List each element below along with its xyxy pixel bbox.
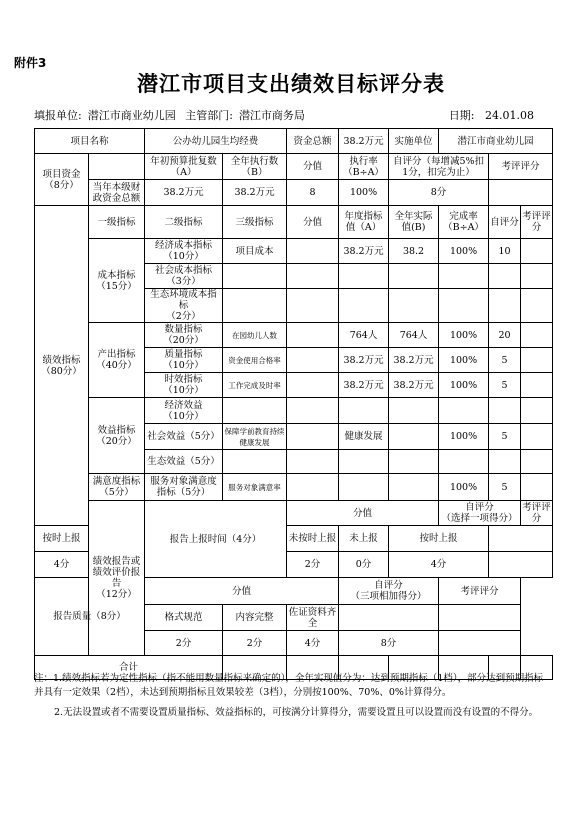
- none-label: 未上报: [339, 526, 389, 552]
- ben-econ: 经济效益 （10分）: [145, 398, 223, 424]
- output-label: 产出指标 （40分）: [89, 323, 145, 398]
- cost-label: 成本指标 （15分）: [89, 239, 145, 323]
- out-quality-self: 5: [489, 348, 521, 373]
- format-score: 2分: [145, 631, 223, 656]
- current-funds-label: 当年本级财政资金总额: [89, 180, 145, 206]
- self-score2: 8分: [339, 631, 439, 656]
- report-self-label2: 自评分 （三项相加得分）: [339, 578, 439, 605]
- exec-header: 全年执行数 （B）: [223, 154, 287, 180]
- report-self-label: 自评分 （选择一项得分）: [439, 501, 521, 526]
- cost-rate: 100%: [439, 239, 489, 264]
- docs-score: 4分: [287, 631, 339, 656]
- content-label: 内容完整: [223, 605, 287, 631]
- note-1: 注：1.绩效指标若为定性指标（指不能用数量指标来确定的），全年实现值分为：达到预期指标（1档），部分达到预期指标并具有一定效果（2档），未达到预期指标且效果较差（3档），分别按100%、70%、0%计算得分。: [34, 673, 544, 698]
- perf-self-header: 自评分: [489, 206, 521, 239]
- cost-self: 10: [489, 239, 521, 264]
- date-value: 24.01.08: [485, 109, 534, 122]
- ben-social-item: 保障学前教育持续健康发展: [223, 424, 287, 450]
- cost-eco: 生态环境成本指标 （2分）: [145, 289, 223, 323]
- out-quality-rate: 100%: [439, 348, 489, 373]
- table-row: [35, 501, 553, 526]
- dept-label: 主管部门:: [185, 109, 233, 122]
- notes: [34, 672, 552, 726]
- table-row: [35, 180, 553, 206]
- report-date: [449, 107, 534, 123]
- budget-value: 38.2万元: [145, 180, 223, 206]
- report-score-label: 分值: [287, 501, 439, 526]
- out-time-item: 工作完成及时率: [223, 373, 287, 398]
- out-quality-actual: 38.2万元: [389, 348, 439, 373]
- unit-value: 潜江市商业幼儿园: [87, 109, 176, 122]
- budget-header: 年初预算批复数 （A）: [145, 154, 223, 180]
- report-review-label: 考评评分: [522, 502, 551, 524]
- total-funds: 38.2万元: [339, 129, 389, 154]
- ben-social: 社会效益（5分）: [145, 424, 223, 450]
- out-qty-target: 764人: [339, 323, 389, 348]
- note-2: 2.无法设置或者不需要设置质量指标、效益指标的，可按满分计算得分，需要设置且可以设置而没有设置的不得分。: [54, 707, 539, 718]
- ontime-label: 按时上报: [35, 526, 89, 552]
- table-row: [35, 398, 553, 424]
- out-time-actual: 38.2万元: [389, 373, 439, 398]
- funds-self-score: 8分: [389, 180, 489, 206]
- cost-target: 38.2万元: [339, 239, 389, 264]
- rate-header: 执行率 （B÷A）: [339, 154, 389, 180]
- l3-header: 三级指标: [223, 206, 287, 239]
- review-header: 考评评分: [489, 154, 553, 180]
- out-time: 时效指标 （10分）: [145, 373, 223, 398]
- score-header: 分值: [287, 154, 339, 180]
- content-score: 2分: [223, 631, 287, 656]
- score-table: [34, 128, 553, 680]
- ben-social-rate: 100%: [439, 424, 489, 450]
- total-funds-label: 资金总额: [287, 129, 339, 154]
- dept-value: 潜江市商务局: [238, 109, 305, 122]
- table-row: [35, 239, 553, 264]
- self-score-header: 自评分（每增减5%扣1分，扣完为止）: [389, 154, 489, 180]
- l1-header: 一级指标: [89, 206, 145, 239]
- funds-label: 项目资金 （8分）: [35, 154, 89, 206]
- exec-value: 38.2万元: [223, 180, 287, 206]
- attachment-label: 附件3: [14, 56, 47, 70]
- table-row: [35, 323, 553, 348]
- docs-label: 佐证资料齐全: [287, 605, 339, 631]
- self-item1: 按时上报: [389, 526, 489, 552]
- table-row: [35, 129, 553, 154]
- cost-item: 项目成本: [223, 239, 287, 264]
- sat-sub: 服务对象满意度指标（5分）: [145, 474, 223, 501]
- perf-review-header: 考评评分: [521, 206, 553, 239]
- out-time-rate: 100%: [439, 373, 489, 398]
- ontime-score: 4分: [35, 552, 89, 578]
- perf-label: 绩效指标 （80分）: [35, 206, 89, 526]
- out-time-self: 5: [489, 373, 521, 398]
- none-score: 0分: [339, 552, 389, 578]
- impl-unit: 潜江市商业幼儿园: [439, 129, 553, 154]
- table-row: [35, 474, 553, 501]
- target-header: 年度指标值（A）: [339, 206, 389, 239]
- late-score: 2分: [287, 552, 339, 578]
- benefit-label: 效益指标 （20分）: [89, 398, 145, 474]
- cost-actual: 38.2: [389, 239, 439, 264]
- report-label: 绩效报告或绩效评价报告 （12分）: [89, 501, 145, 656]
- total-label: 合计: [35, 656, 223, 680]
- out-quality-item: 资金使用合格率: [223, 348, 287, 373]
- ben-eco: 生态效益（5分）: [145, 450, 223, 474]
- report-info: [34, 107, 311, 123]
- table-row: [35, 206, 553, 239]
- cost-econ: 经济成本指标 （10分）: [145, 239, 223, 264]
- ben-social-self: 5: [489, 424, 521, 450]
- actual-header: 全年实际值(B): [389, 206, 439, 239]
- report-time-label: 报告上报时间（4分）: [145, 501, 287, 578]
- report-review-label2: 考评评分: [439, 578, 521, 605]
- impl-unit-label: 实施单位: [389, 129, 439, 154]
- out-time-target: 38.2万元: [339, 373, 389, 398]
- out-quality-target: 38.2万元: [339, 348, 389, 373]
- sat-rate: 100%: [439, 474, 489, 501]
- late-label: 未按时上报: [287, 526, 339, 552]
- project-name: 公办幼儿园生均经费: [145, 129, 287, 154]
- exec-rate: 100%: [339, 180, 389, 206]
- report-quality-label: 报告质量（8分）: [35, 578, 145, 656]
- format-label: 格式规范: [145, 605, 223, 631]
- out-quality: 质量指标 （10分）: [145, 348, 223, 373]
- perf-score-header: 分值: [287, 206, 339, 239]
- funds-score: 8: [287, 180, 339, 206]
- out-qty-item: 在园幼儿人数: [223, 323, 287, 348]
- table-row: [35, 154, 553, 180]
- l2-header: 二级指标: [145, 206, 223, 239]
- out-qty-actual: 764人: [389, 323, 439, 348]
- out-qty-rate: 100%: [439, 323, 489, 348]
- out-qty: 数量指标 （20分）: [145, 323, 223, 348]
- sat-item: 服务对象满意率: [223, 474, 287, 501]
- cost-social: 社会成本指标 （3分）: [145, 264, 223, 289]
- sat-label: 满意度指标 （5分）: [89, 474, 145, 501]
- out-qty-self: 20: [489, 323, 521, 348]
- page-title: 潜江市项目支出绩效目标评分表: [137, 71, 445, 96]
- report-score-label2: 分值: [145, 578, 339, 605]
- ben-social-target: 健康发展: [339, 424, 389, 450]
- self-score1: 4分: [389, 552, 489, 578]
- date-label: 日期:: [448, 109, 475, 122]
- completion-header: 完成率 （B÷A）: [439, 206, 489, 239]
- unit-label: 填报单位:: [34, 109, 82, 122]
- sat-self: 5: [489, 474, 521, 501]
- project-name-label: 项目名称: [35, 129, 145, 154]
